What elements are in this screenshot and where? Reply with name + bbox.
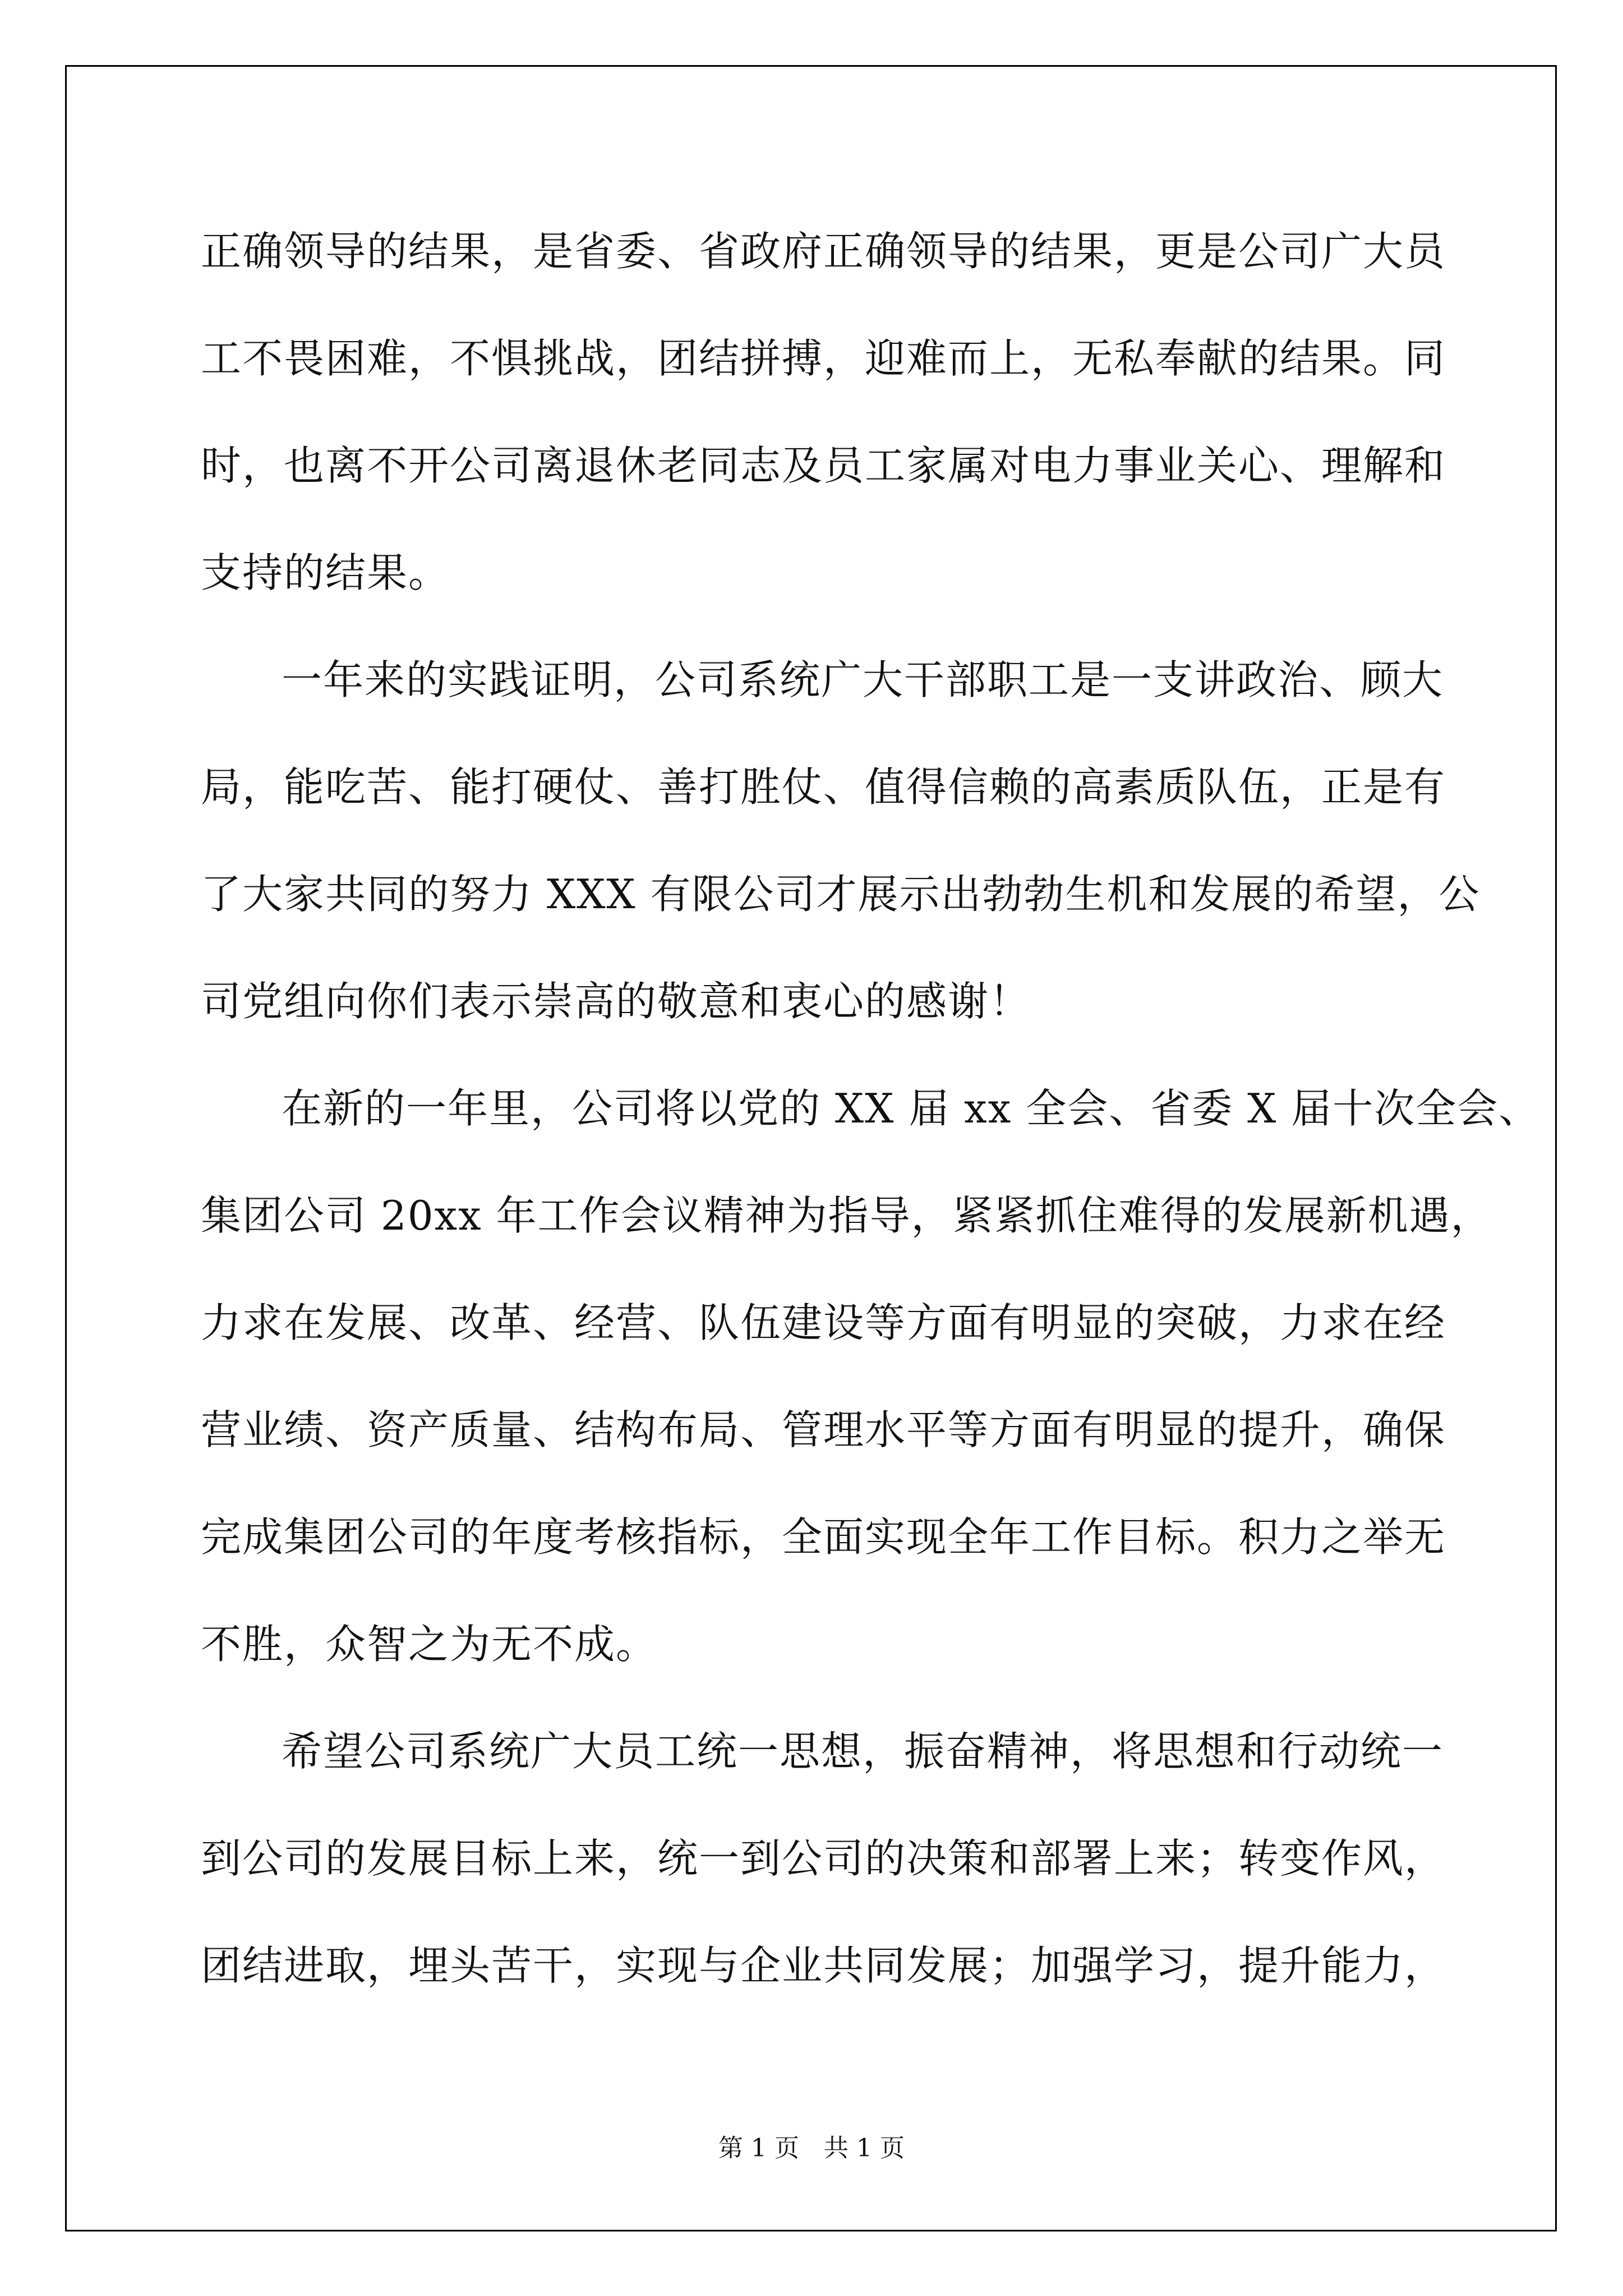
text-line: 营业绩、资产质量、结构布局、管理水平等方面有明显的提升，确保	[201, 1406, 1446, 1453]
text-line: 到公司的发展目标上来，统一到公司的决策和部署上来；转变作风，	[201, 1835, 1446, 1882]
text-line: 支持的结果。	[201, 549, 450, 596]
text-line: 不胜，众智之为无不成。	[201, 1621, 658, 1668]
page-number: 第 1 页 共 1 页	[718, 2134, 905, 2162]
text-line: 时，也离不开公司离退休老同志及员工家属对电力事业关心、理解和	[201, 442, 1446, 489]
text-line: 集团公司 20xx 年工作会议精神为指导，紧紧抓住难得的发展新机遇，	[201, 1192, 1492, 1239]
text-line: 了大家共同的努力 XXX 有限公司才展示出勃勃生机和发展的希望，公	[201, 871, 1481, 918]
text-line: 局，能吃苦、能打硬仗、善打胜仗、值得信赖的高素质队伍，正是有	[201, 763, 1446, 811]
text-line: 工不畏困难，不惧挑战，团结拼搏，迎难而上，无私奉献的结果。同	[201, 335, 1446, 382]
text-line: 力求在发展、改革、经营、队伍建设等方面有明显的突破，力求在经	[201, 1299, 1446, 1346]
text-line: 完成集团公司的年度考核指标，全面实现全年工作目标。积力之举无	[201, 1513, 1446, 1561]
text-line: 团结进取，埋头苦干，实现与企业共同发展；加强学习，提升能力，	[201, 1942, 1446, 1989]
paragraph-start-line: 一年来的实践证明，公司系统广大干部职工是一支讲政治、顾大	[282, 656, 1444, 703]
text-line: 司党组向你们表示崇高的敬意和衷心的感谢！	[201, 978, 1031, 1025]
paragraph-start-line: 希望公司系统广大员工统一思想，振奋精神，将思想和行动统一	[282, 1728, 1444, 1775]
page-border	[65, 65, 1557, 2231]
text-line: 正确领导的结果，是省委、省政府正确领导的结果，更是公司广大员	[201, 228, 1446, 275]
paragraph-start-line: 在新的一年里，公司将以党的 XX 届 xx 全会、省委 X 届十次全会、	[282, 1085, 1541, 1132]
